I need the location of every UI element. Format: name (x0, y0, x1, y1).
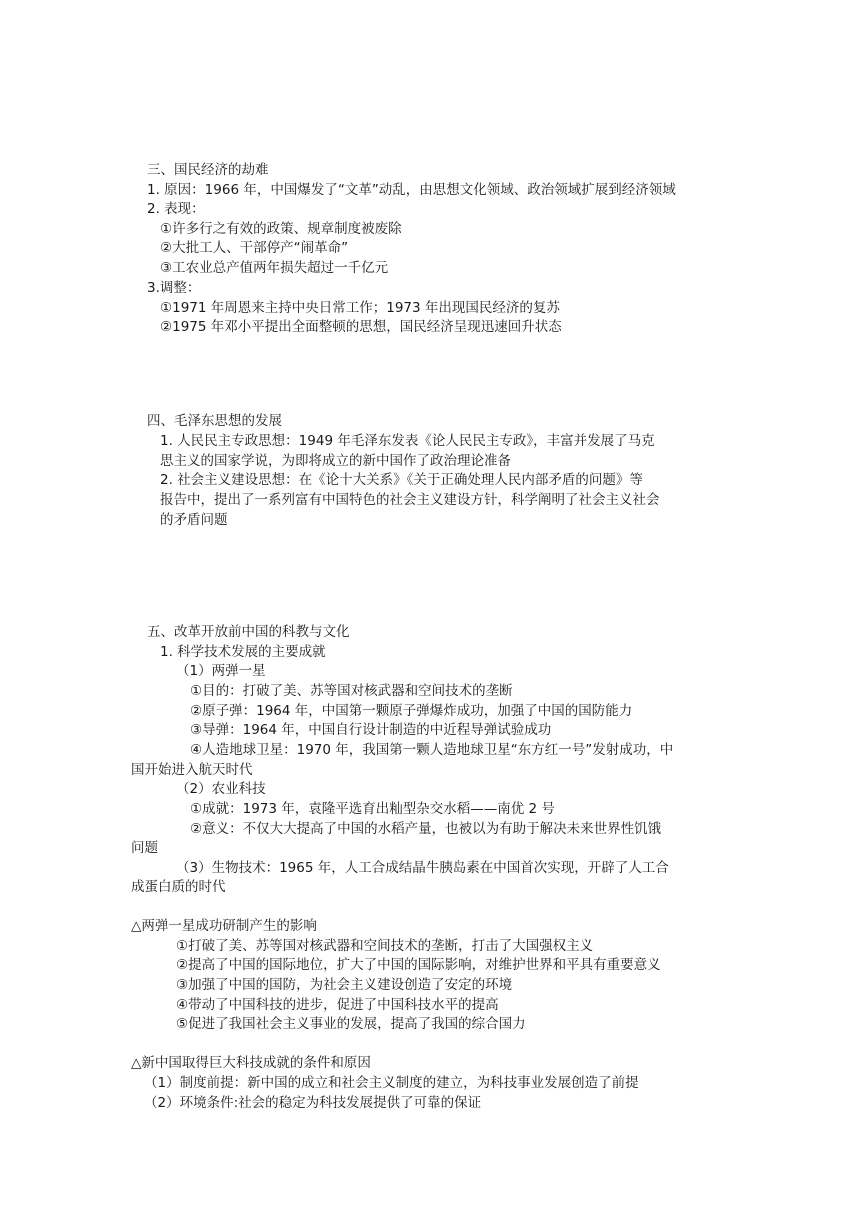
section-5-item-1: 1. 科学技术发展的主要成就 (160, 644, 326, 660)
section-5-sub-1-item-2: ②原子弹：1964 年，中国第一颗原子弹爆炸成功，加强了中国的国防能力 (190, 703, 633, 719)
impact-title: △两弹一星成功研制产生的影响 (131, 918, 317, 934)
impact-item-4: ④带动了中国科技的进步，促进了中国科技水平的提高 (176, 997, 499, 1013)
section-4-title: 四、毛泽东思想的发展 (147, 413, 282, 429)
section-3-item-3-sub-2: ②1975 年邓小平提出全面整顿的思想，国民经济呈现迅速回升状态 (160, 319, 562, 335)
impact-item-2: ②提高了中国的国际地位，扩大了中国的国际影响，对维护世界和平具有重要意义 (176, 957, 661, 973)
section-3-item-2-sub-1: ①许多行之有效的政策、规章制度被废除 (160, 221, 402, 237)
section-4-item-1-line-1: 1. 人民民主专政思想：1949 年毛泽东发表《论人民民主专政》，丰富并发展了马克 (160, 433, 655, 449)
section-5-sub-1-item-3: ③导弹：1964 年，中国自行设计制造的中近程导弹试验成功 (190, 722, 552, 738)
conditions-item-2: （2）环境条件:社会的稳定为科技发展提供了可靠的保证 (144, 1095, 482, 1111)
section-4-item-2-line-1: 2. 社会主义建设思想：在《论十大关系》《关于正确处理人民内部矛盾的问题》等 (160, 472, 643, 488)
section-3-item-2: 2. 表现： (147, 201, 205, 217)
section-3-item-3: 3.调整： (147, 280, 201, 296)
impact-item-5: ⑤促进了我国社会主义事业的发展，提高了我国的综合国力 (176, 1016, 526, 1032)
section-5-sub-2-item-2-line-2: 问题 (131, 840, 158, 856)
section-3-item-1: 1. 原因：1966 年，中国爆发了“文革”动乱，由思想文化领域、政治领域扩展到经济领域 (147, 182, 676, 198)
section-5-sub-3-line-1: （3）生物技术：1965 年，人工合成结晶牛胰岛素在中国首次实现，开辟了人工合 (176, 860, 669, 876)
section-3-item-2-sub-3: ③工农业总产值两年损失超过一千亿元 (160, 260, 389, 276)
impact-item-1: ①打破了美、苏等国对核武器和空间技术的垄断，打击了大国强权主义 (176, 938, 594, 954)
conditions-item-1: （1）制度前提：新中国的成立和社会主义制度的建立，为科技事业发展创造了前提 (144, 1075, 639, 1091)
section-3-title: 三、国民经济的劫难 (147, 162, 269, 178)
section-3-item-3-sub-1: ①1971 年周恩来主持中央日常工作；1973 年出现国民经济的复苏 (160, 300, 560, 316)
section-4-item-2-line-2: 报告中，提出了一系列富有中国特色的社会主义建设方针，科学阐明了社会主义社会 (160, 492, 660, 508)
section-5-sub-1-item-4-line-1: ④人造地球卫星：1970 年，我国第一颗人造地球卫星“东方红一号”发射成功，中 (190, 742, 674, 758)
section-5-sub-2-title: （2）农业科技 (176, 781, 266, 797)
section-5-sub-1-item-1: ①目的：打破了美、苏等国对核武器和空间技术的垄断 (190, 683, 513, 699)
section-4-item-2-line-3: 的矛盾问题 (160, 512, 228, 528)
impact-item-3: ③加强了中国的国防，为社会主义建设创造了安定的环境 (176, 977, 513, 993)
section-5-sub-2-item-2-line-1: ②意义：不仅大大提高了中国的水稻产量，也被以为有助于解决未来世界性饥饿 (190, 821, 662, 837)
section-5-title: 五、改革开放前中国的科教与文化 (147, 624, 350, 640)
section-3-item-2-sub-2: ②大批工人、干部停产“闹革命” (160, 240, 349, 256)
section-5-sub-1-title: （1）两弹一星 (176, 663, 266, 679)
section-5-sub-2-item-1: ①成就：1973 年，袁隆平选育出籼型杂交水稻——南优 2 号 (190, 801, 555, 817)
section-4-item-1-line-2: 思主义的国家学说，为即将成立的新中国作了政治理论准备 (160, 453, 511, 469)
conditions-title: △新中国取得巨大科技成就的条件和原因 (131, 1055, 371, 1071)
section-5-sub-3-line-2: 成蛋白质的时代 (131, 879, 226, 895)
section-5-sub-1-item-4-line-2: 国开始进入航天时代 (131, 762, 253, 778)
